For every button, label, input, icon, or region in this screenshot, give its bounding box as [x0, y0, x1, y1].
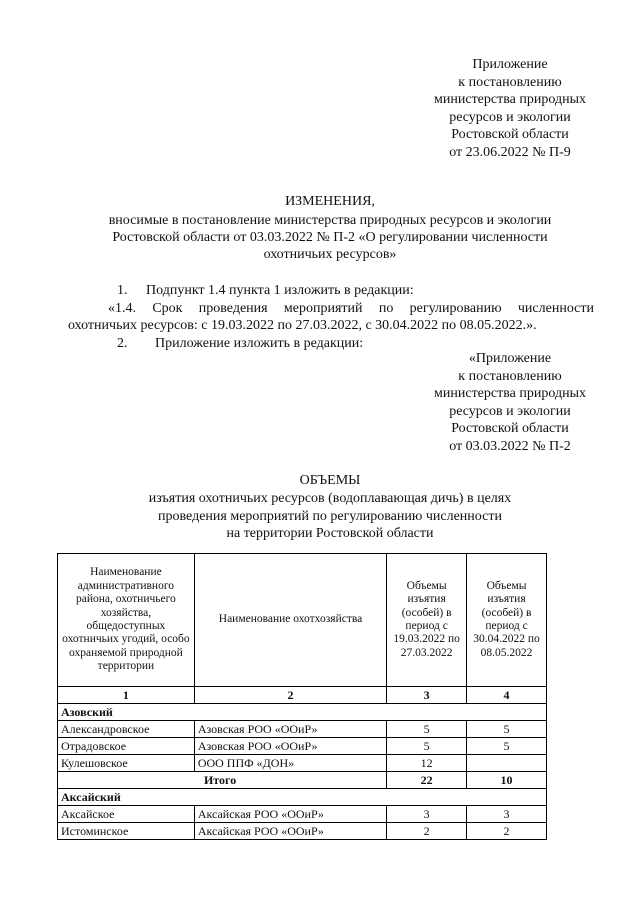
changes-subtitle-1: вносимые в постановление министерства природных ресурсов и экологии [108, 213, 552, 228]
table-header-row [58, 554, 547, 687]
annex-line: ресурсов и экологии [449, 403, 571, 419]
item-1-number: 1. [117, 283, 128, 298]
changes-subtitle-2: Ростовской области от 03.03.2022 № П-2 «О регулировании численности [112, 230, 548, 245]
header-line: Ростовской области [451, 127, 569, 142]
item-1-text: Подпункт 1.4 пункта 1 изложить в редакции: [146, 283, 414, 298]
header-col-2: Наименование охотхозяйства [194, 554, 386, 687]
column-number-row [58, 687, 547, 704]
total-volume-1: 22 [387, 772, 467, 789]
area-cell: Кулешовское [58, 755, 195, 772]
org-cell: Аксайская РОО «ООиР» [194, 823, 386, 840]
volume-2-cell [467, 755, 547, 772]
area-cell: Александровское [58, 721, 195, 738]
total-label: Итого [58, 772, 387, 789]
item-1-quote-line-2: охотничьих ресурсов: с 19.03.2022 по 27.03.2022, с 30.04.2022 по 08.05.2022.». [68, 318, 537, 333]
volumes-subtitle-1: изъятия охотничьих ресурсов (водоплавающая дичь) в целях [148, 491, 512, 506]
volumes-table [57, 553, 547, 840]
header-line: Приложение [472, 57, 548, 72]
volumes-subtitle-2: проведения мероприятий по регулированию численности [158, 509, 502, 524]
table-row [58, 755, 547, 772]
appendix-header [420, 56, 600, 161]
header-line: ресурсов и экологии [449, 109, 571, 125]
area-cell: Аксайское [58, 806, 195, 823]
header-col-1: Наименование административного района, охотничьего хозяйства, общедоступных охотничьих угодий, особо охраняемой природной территории [58, 554, 195, 687]
volume-1-cell: 3 [387, 806, 467, 823]
group-name: Аксайский [58, 789, 547, 806]
item-1-quote-line-1: «1.4. Срок проведения мероприятий по регулированию численности [108, 301, 594, 316]
total-row [58, 772, 547, 789]
area-cell: Отрадовское [58, 738, 195, 755]
volume-2-cell: 3 [467, 806, 547, 823]
annex-line: от 03.03.2022 № П-2 [449, 438, 571, 454]
volume-2-cell: 5 [467, 738, 547, 755]
group-row [58, 789, 547, 806]
org-cell: Азовская РОО «ООиР» [194, 738, 386, 755]
item-2-text: Приложение изложить в редакции: [155, 336, 364, 351]
table-row [58, 823, 547, 840]
header-col-3: Объемы изъятия (особей) в период с 19.03.2022 по 27.03.2022 [387, 554, 467, 687]
volume-2-cell: 2 [467, 823, 547, 840]
header-line: от 23.06.2022 № П-9 [449, 144, 571, 160]
changes-subtitle-3: охотничьих ресурсов» [263, 247, 397, 262]
table-row [58, 806, 547, 823]
annex-header [420, 350, 600, 455]
column-number: 4 [467, 687, 547, 704]
org-cell: Азовская РОО «ООиР» [194, 721, 386, 738]
volume-1-cell: 5 [387, 721, 467, 738]
group-row [58, 704, 547, 721]
volume-2-cell: 5 [467, 721, 547, 738]
header-line: министерства природных [434, 92, 586, 107]
annex-line: министерства природных [434, 386, 586, 401]
annex-line: к постановлению [458, 368, 562, 384]
header-col-4: Объемы изъятия (особей) в период с 30.04.2022 по 08.05.2022 [467, 554, 547, 687]
table-row [58, 738, 547, 755]
volumes-subtitle-3: на территории Ростовской области [226, 526, 434, 541]
group-name: Азовский [58, 704, 547, 721]
item-2-number: 2. [117, 336, 128, 351]
annex-line: «Приложение [468, 351, 552, 366]
total-volume-2: 10 [467, 772, 547, 789]
column-number: 1 [58, 687, 195, 704]
org-cell: Аксайская РОО «ООиР» [194, 806, 386, 823]
column-number: 3 [387, 687, 467, 704]
changes-title: ИЗМЕНЕНИЯ, [285, 194, 375, 209]
volume-1-cell: 2 [387, 823, 467, 840]
org-cell: ООО ППФ «ДОН» [194, 755, 386, 772]
table-row [58, 721, 547, 738]
volumes-title: ОБЪЕМЫ [299, 473, 361, 488]
volume-1-cell: 12 [387, 755, 467, 772]
column-number: 2 [194, 687, 386, 704]
annex-line: Ростовской области [451, 421, 569, 436]
area-cell: Истоминское [58, 823, 195, 840]
volume-1-cell: 5 [387, 738, 467, 755]
header-line: к постановлению [458, 74, 562, 90]
